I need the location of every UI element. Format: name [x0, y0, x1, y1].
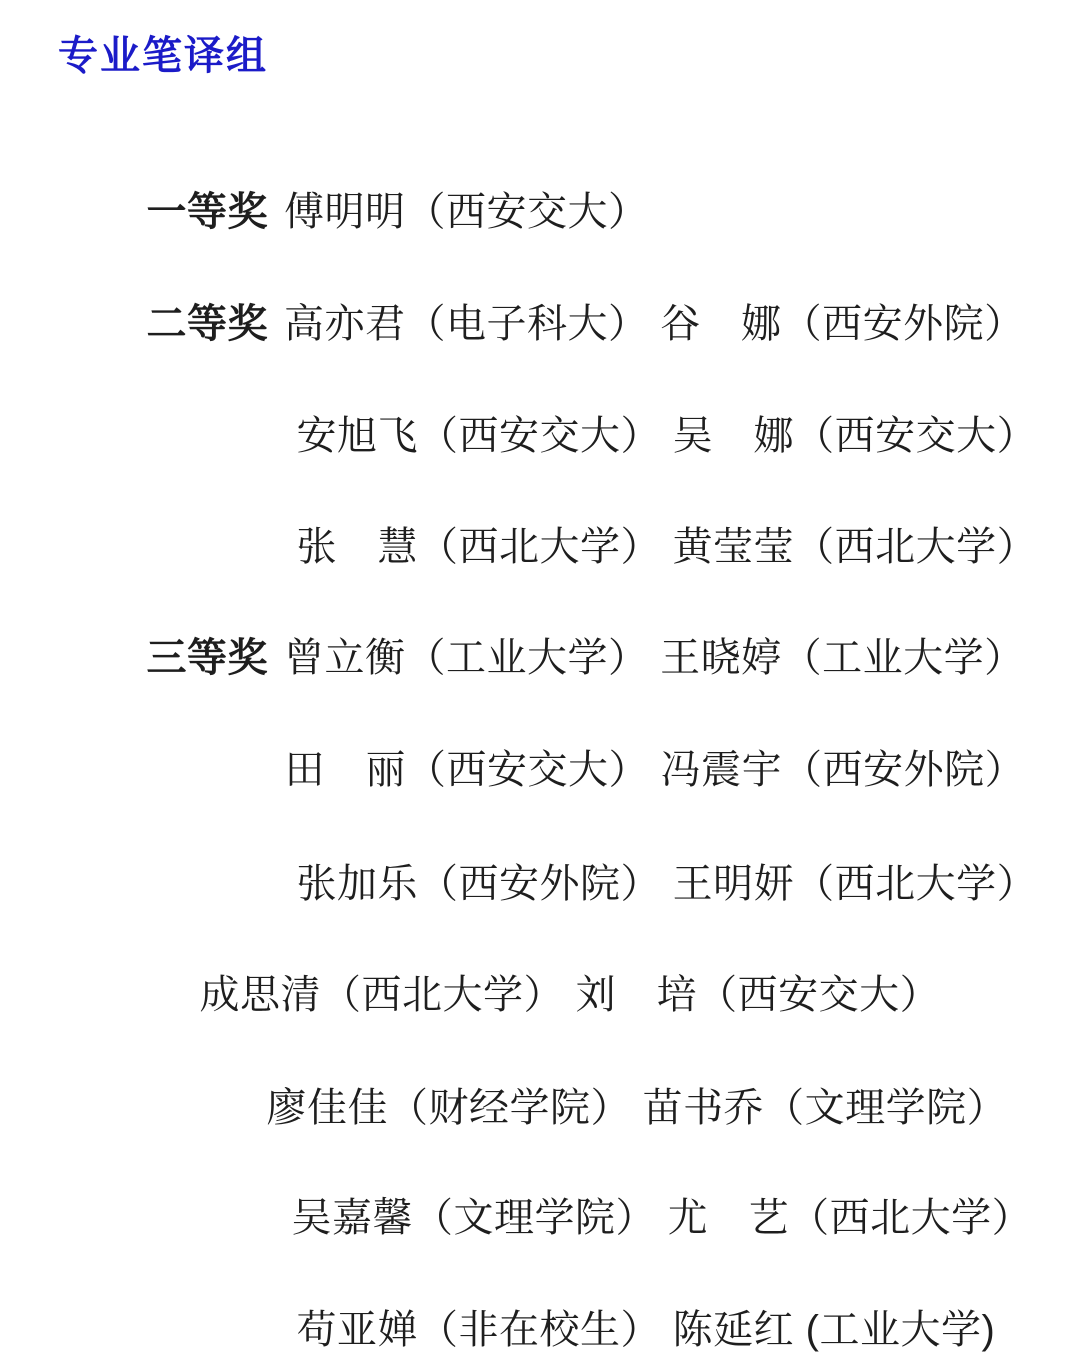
winner-entries: 张加乐（西安外院） 王明妍（西北大学） [296, 862, 1038, 906]
winner-entries: 田 丽（西安交大） 冯震宇（西安外院） [284, 748, 1026, 792]
page-title: 专业笔译组 [58, 34, 268, 78]
winner-entries: 张 慧（西北大学） 黄莹莹（西北大学） [296, 525, 1038, 569]
first-prize-label: 一等奖 [146, 190, 268, 234]
winner-entries: 曾立衡（工业大学） 王晓婷（工业大学） [283, 636, 1025, 680]
winner-entries: 苟亚婵（非在校生） 陈延红 (工业大学) [296, 1308, 996, 1352]
winner-entries: 高亦君（电子科大） 谷 娜（西安外院） [283, 302, 1025, 346]
winner-entries: 成思清（西北大学） 刘 培（西安交大） [199, 973, 941, 1017]
winner-entries: 安旭飞（西安交大） 吴 娜（西安交大） [296, 414, 1038, 458]
third-prize-label: 三等奖 [146, 636, 268, 680]
winner-entries: 吴嘉馨（文理学院） 尤 艺（西北大学） [291, 1196, 1033, 1240]
winner-entries: 廖佳佳（财经学院） 苗书乔（文理学院） [266, 1086, 1008, 1130]
winner-entries: 傅明明（西安交大） [283, 190, 649, 234]
second-prize-label: 二等奖 [146, 302, 268, 346]
award-row [250, 1258, 995, 1352]
